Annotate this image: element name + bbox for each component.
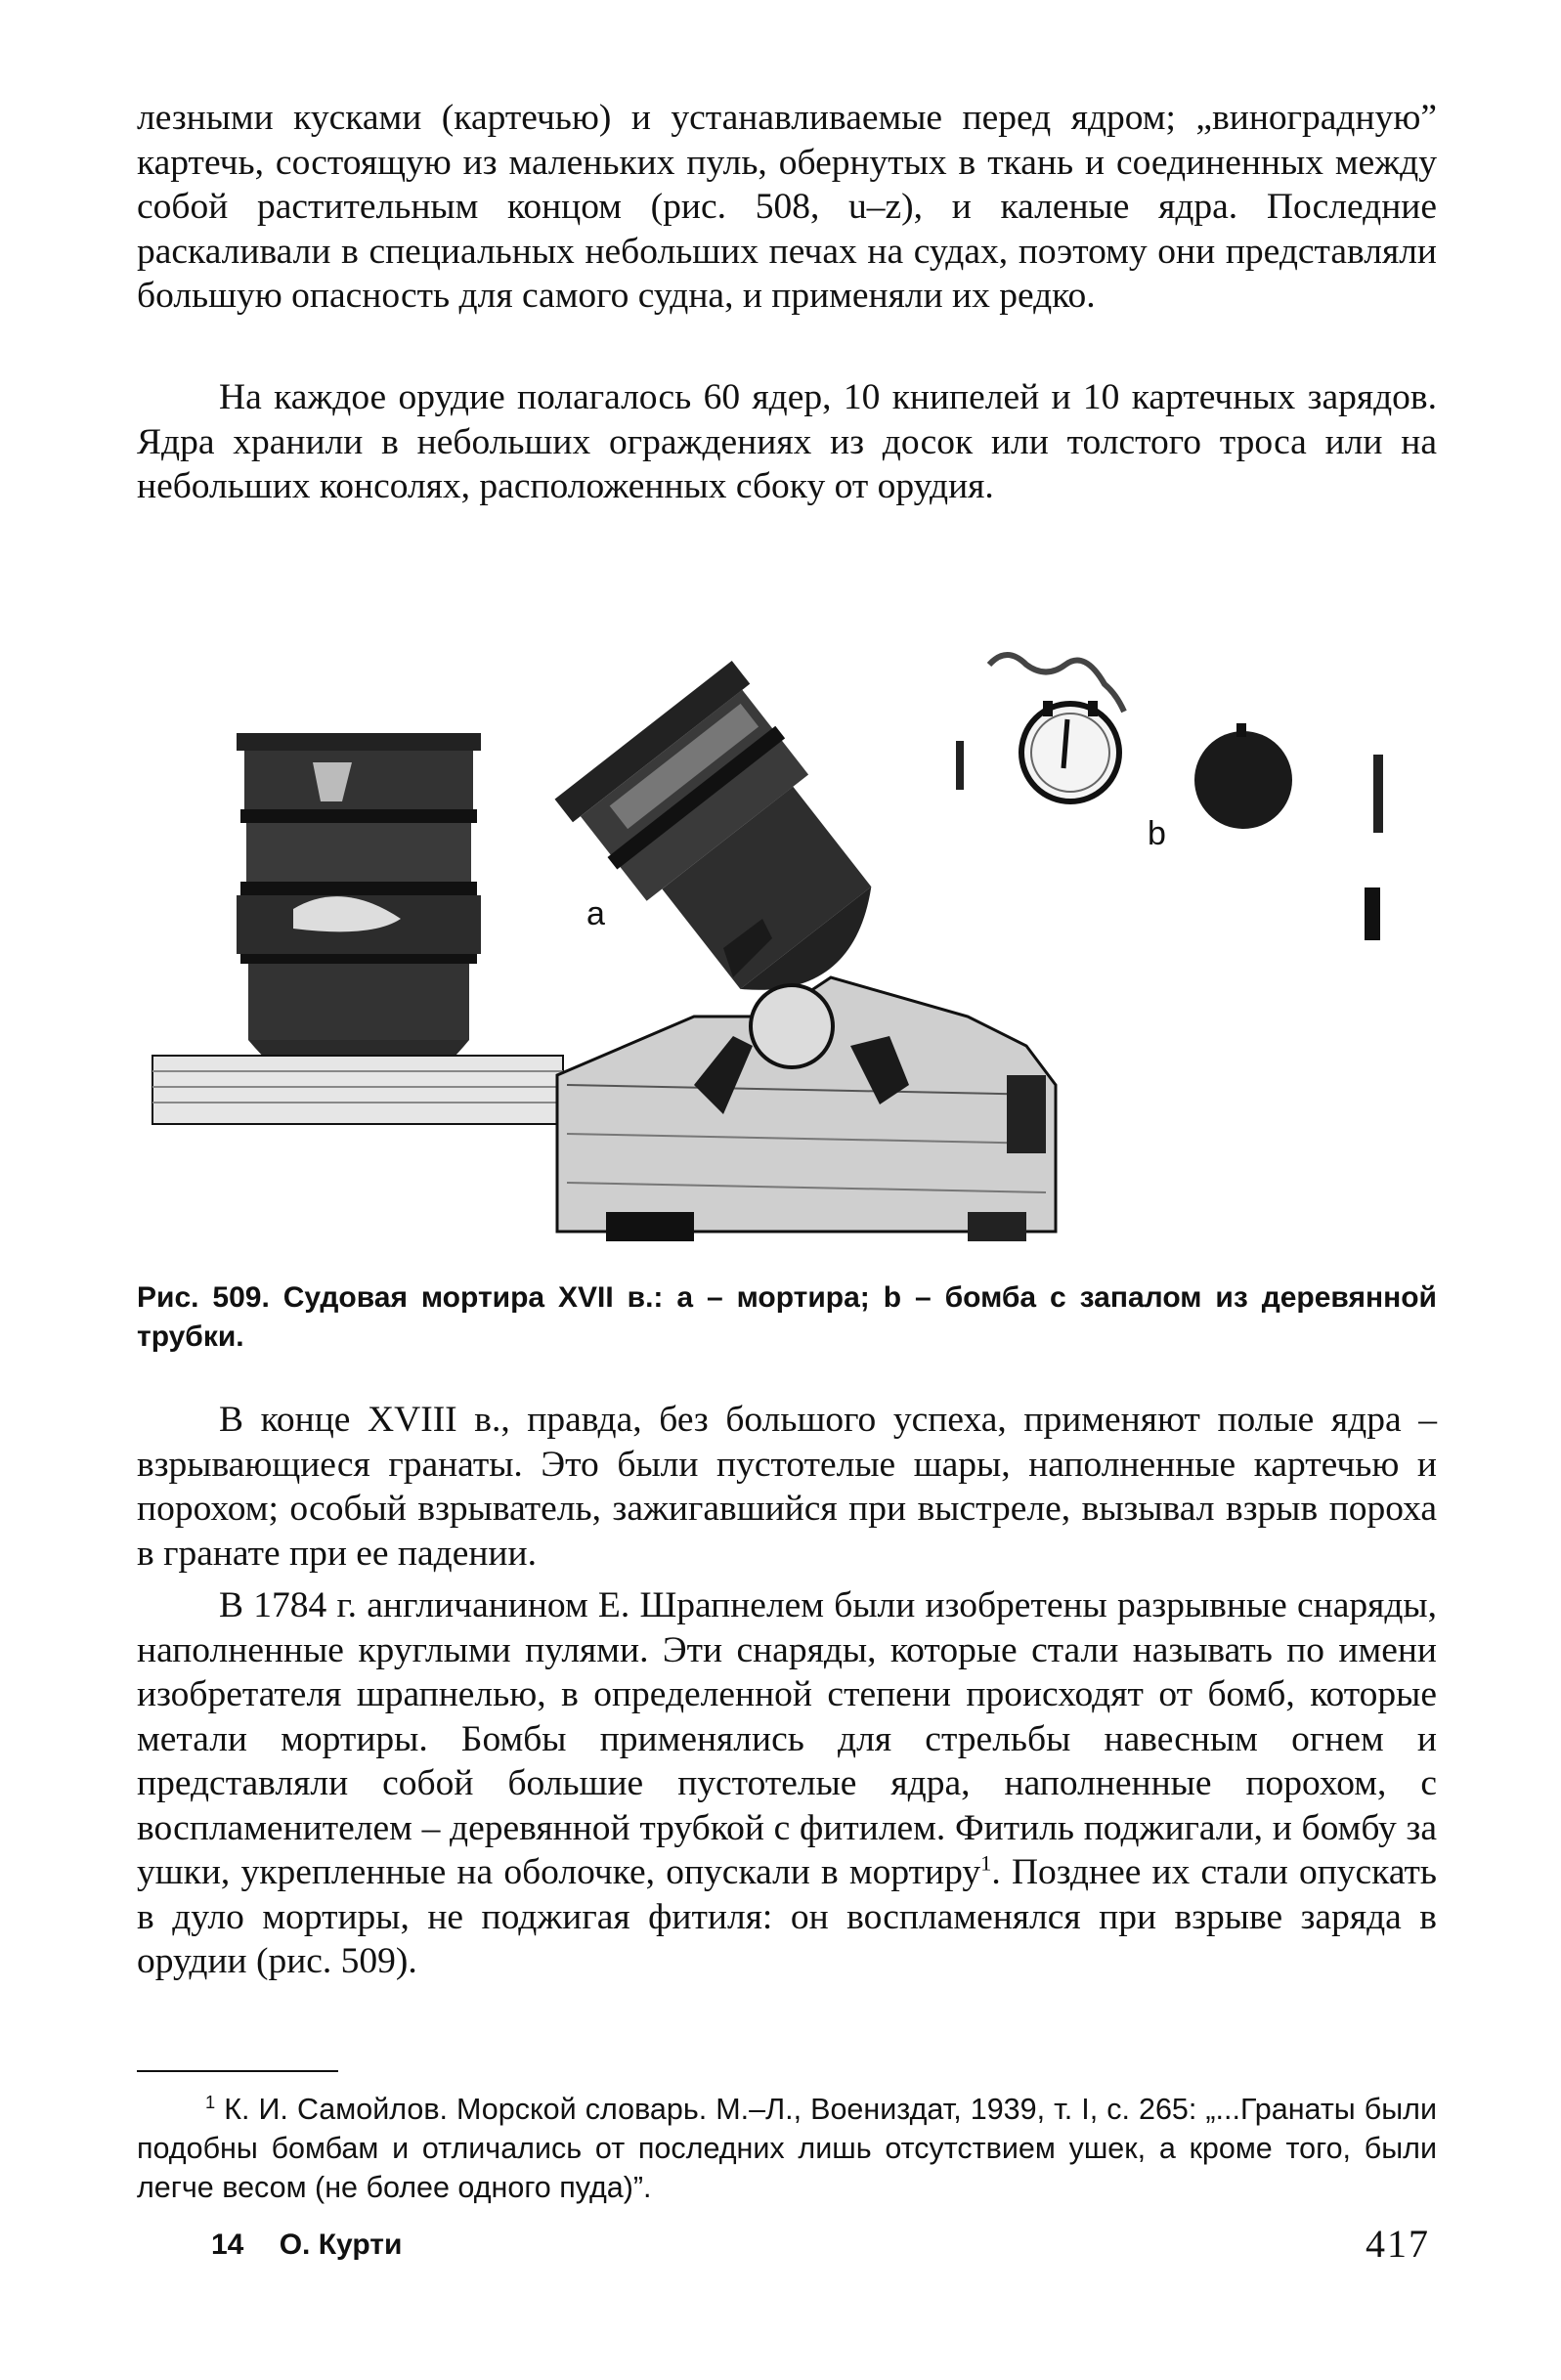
bomb-with-fuse bbox=[956, 655, 1383, 940]
figure-509 bbox=[147, 626, 1447, 1251]
paragraph-4-continuation: . Позднее их стали опускать в дуло мортиры, не поджигая фитиля: он воспламенялся при взрыве заряда в орудии (рис. 509). bbox=[137, 1852, 1437, 1981]
paragraph-4 bbox=[137, 1583, 1437, 1984]
footnote bbox=[137, 2090, 1437, 2207]
mortar-front-view bbox=[152, 733, 563, 1124]
figure-caption: Рис. 509. Судовая мортира XVII в.: a – мортира; b – бомба с запалом из деревянной трубки. bbox=[137, 1281, 1437, 1353]
figure-illustration bbox=[147, 626, 1447, 1251]
signature-number: 14 bbox=[211, 2229, 244, 2261]
page-number: 417 bbox=[1366, 2222, 1430, 2266]
paragraph-4-text: В 1784 г. англичанином Е. Шрапнелем были изобретены разрывные снаряды, наполненные круглыми пулями. Эти снаряды, которые стали называть по имени изобретателя шрапнелью, в определенной степени происходят от бомб, которые метали мортиры. Бомбы применялись для стрельбы навесным огнем и представляли собой большие пустотелые ядра, наполненные порохом, с воспламенителем – деревянной трубкой с фитилем. Фитиль поджигали, и бомбу за ушки, укрепленные на оболочке, опускали в мортиру bbox=[137, 1585, 1437, 1892]
label-a: a bbox=[586, 895, 605, 932]
paragraph-3: В конце XVIII в., правда, без большого успеха, применяют полые ядра – взрывающиеся гранаты. Это были пустотелые шары, наполненные картечью и порохом; особый взрыватель, зажигавшийся при выстреле, вызывал взрыв пороха в гранате при ее падении. bbox=[137, 1400, 1437, 1574]
paragraph-1: лезными кусками (картечью) и устанавливаемые перед ядром; „виноградную” картечь, состоящую из маленьких пуль, обернутых в ткань и соединенных между собой растительным концом (рис. 508, u–z), и каленые ядра. Последние раскаливали в специальных небольших печах на судах, поэтому они представляли большую опасность для самого судна, и применяли их редко. bbox=[137, 98, 1437, 316]
footnote-marker: 1 bbox=[205, 2091, 216, 2112]
paragraph-2: На каждое орудие полагалось 60 ядер, 10 книпелей и 10 картечных зарядов. Ядра хранили в небольших ограждениях из досок или толстого троса или на небольших консолях, расположенных сбоку от орудия. bbox=[137, 377, 1437, 506]
author-name: О. Курти bbox=[279, 2229, 403, 2261]
footnote-reference: 1 bbox=[980, 1850, 992, 1876]
footnote-divider bbox=[137, 2070, 338, 2072]
mortar-side-view bbox=[555, 661, 1056, 1241]
footer-signature bbox=[211, 2229, 429, 2262]
footnote-text: К. И. Самойлов. Морской словарь. М.–Л., Воениздат, 1939, т. I, с. 265: „...Гранаты были подобны бомбам и отличались от последних лишь отсутствием ушек, а кроме того, были легче весом (не более одного пуда)”. bbox=[137, 2093, 1437, 2204]
label-b: b bbox=[1148, 815, 1166, 852]
